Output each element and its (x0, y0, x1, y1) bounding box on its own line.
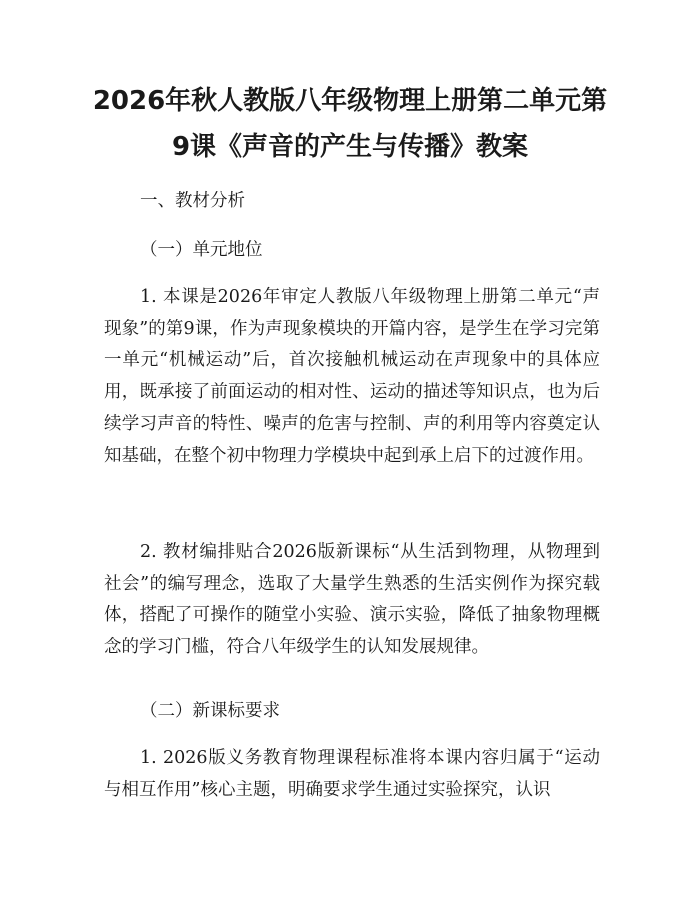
subsection-heading-unit-position: （一）单元地位 (140, 240, 263, 260)
paragraph-curriculum-requirements-1: 1. 2026版义务教育物理课程标准将本课内容归属于“运动与相互作用”核心主题，明确要求学生通过实验探究，认识 (104, 748, 600, 800)
paragraph-unit-position-2: 2. 教材编排贴合2026版新课标“从生活到物理，从物理到社会”的编写理念，选取了大量学生熟悉的生活实例作为探究载体，搭配了可操作的随堂小实验、演示实验，降低了抽象物理概念的学习门槛，符合八年级学生的认知发展规律。 (104, 542, 600, 658)
document-title-line-1: 2026年秋人教版八年级物理上册第二单元第 (92, 86, 608, 116)
document-title-line-2: 9课《声音的产生与传播》教案 (171, 132, 529, 162)
paragraph-unit-position-1: 1. 本课是2026年审定人教版八年级物理上册第二单元“声现象”的第9课，作为声现象模块的开篇内容，是学生在学习完第一单元“机械运动”后，首次接触机械运动在声现象中的具体应用，既承接了前面运动的相对性、运动的描述等知识点，也为后续学习声音的特性、噪声的危害与控制、声的利用等内容奠定认知基础，在整个初中物理力学模块中起到承上启下的过渡作用。 (104, 287, 600, 466)
section-heading-textbook-analysis: 一、教材分析 (140, 191, 245, 211)
subsection-heading-curriculum-requirements: （二）新课标要求 (140, 701, 280, 721)
